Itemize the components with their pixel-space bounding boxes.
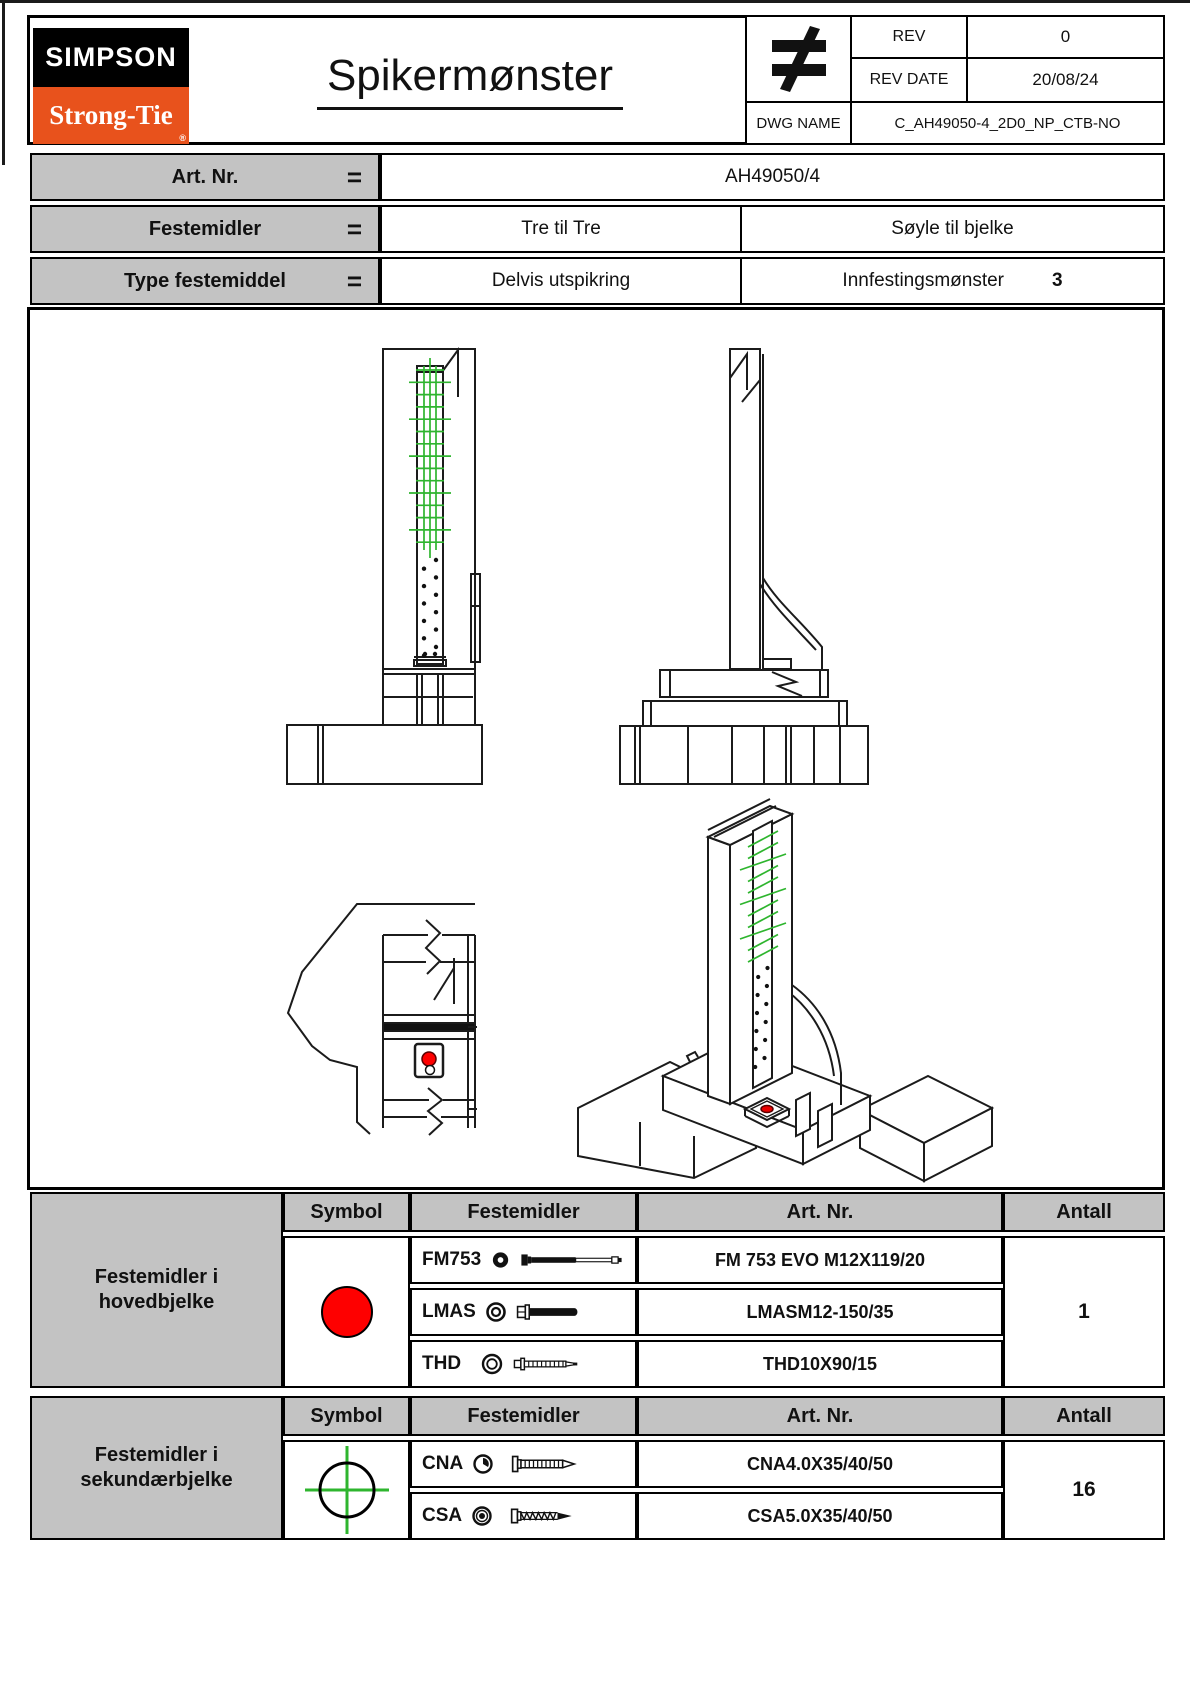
table1-header-symbol-text: Symbol [310, 1200, 383, 1223]
front-nail-pattern-green [409, 358, 451, 558]
info-value-type-1 [380, 257, 742, 305]
isometric-view-drawing [578, 799, 992, 1181]
table2-header-festemidler-text: Festemidler [467, 1404, 580, 1427]
csa-screw-drawing [510, 1503, 610, 1529]
sheet-title-text: Spikermønster [317, 51, 623, 110]
cna-artnr-text: CNA4.0X35/40/50 [746, 1453, 894, 1474]
table2-header-artnr-text: Art. Nr. [786, 1404, 854, 1427]
cna-label: CNA [422, 1453, 464, 1474]
innfestingsmonster-number: 3 [1052, 270, 1063, 291]
table1-header-antall [1003, 1192, 1165, 1232]
projection-symbol-cell [745, 15, 852, 103]
table2-row-label [30, 1396, 283, 1540]
festemidler-value-2-text: Søyle til bjelke [891, 218, 1014, 239]
table1-antall-cell [1003, 1236, 1165, 1388]
csa-symbol-icon [471, 1505, 493, 1527]
table1-symbol-cell [283, 1236, 410, 1388]
equals-sign: = [346, 161, 362, 192]
cna-nail-drawing [511, 1451, 611, 1477]
dwg-name-value-cell [850, 101, 1165, 145]
lmas-artnr-text: LMASM12-150/35 [746, 1301, 894, 1322]
table2-antall-cell [1003, 1440, 1165, 1540]
rev-value: 0 [1060, 27, 1071, 46]
front-view-drawing [287, 349, 482, 784]
table1-fastener-thd [410, 1340, 637, 1388]
table1-artnr-thd [637, 1340, 1003, 1388]
table1-artnr-lmas [637, 1288, 1003, 1336]
table2-row-label-text: Festemidler i sekundærbjelke [80, 1444, 233, 1491]
rev-label: REV [892, 28, 926, 45]
info-label-type-text: Type festemiddel [124, 269, 286, 292]
table2-header-festemidler [410, 1396, 637, 1436]
drawing-area [27, 307, 1165, 1190]
table1-header-artnr [637, 1192, 1003, 1232]
logo-simpson [33, 28, 189, 87]
table2-header-artnr [637, 1396, 1003, 1436]
section-detail-drawing [288, 904, 477, 1135]
info-value-festemidler-1 [380, 205, 742, 253]
info-label-artnr-text: Art. Nr. [171, 165, 239, 188]
rev-label-cell [850, 15, 968, 59]
registered-mark: ® [179, 133, 186, 143]
green-crosshair-symbol [292, 1442, 402, 1538]
type-value-2-text: Innfestingsmønster [842, 270, 1004, 291]
table2-artnr-cna [637, 1440, 1003, 1488]
festemidler-value-1-text: Tre til Tre [521, 218, 601, 239]
fm753-label: FM753 [422, 1249, 482, 1270]
info-label-festemidler [30, 205, 380, 253]
table1-fastener-lmas [410, 1288, 637, 1336]
rev-date-label-cell [850, 57, 968, 103]
table2-header-antall-text: Antall [1056, 1404, 1112, 1427]
table2-header-symbol-text: Symbol [310, 1404, 383, 1427]
dwg-name-label: DWG NAME [756, 114, 841, 132]
rev-date-value-cell [966, 57, 1165, 103]
dwg-name-label-cell [745, 101, 852, 145]
logo-strongtie-text: Strong-Tie [49, 100, 173, 130]
fm753-symbol-icon [490, 1249, 511, 1271]
table2-symbol-cell [283, 1440, 410, 1540]
lmas-bolt-drawing [516, 1299, 621, 1325]
table2-antall-value: 16 [1072, 1478, 1096, 1501]
csa-artnr-text: CSA5.0X35/40/50 [747, 1505, 893, 1526]
info-label-type [30, 257, 380, 305]
thd-symbol-icon [480, 1352, 504, 1376]
table2-fastener-csa [410, 1492, 637, 1540]
projection-not-equal-icon [762, 26, 836, 92]
table1-header-artnr-text: Art. Nr. [786, 1200, 854, 1223]
equals-sign: = [346, 213, 362, 244]
logo-simpson-text: SIMPSON [45, 42, 177, 72]
fm753-bolt-drawing [520, 1247, 635, 1273]
info-label-festemidler-text: Festemidler [148, 217, 262, 240]
scan-edge-left [2, 0, 5, 165]
lmas-label: LMAS [422, 1301, 476, 1322]
table1-row-label [30, 1192, 283, 1388]
table1-artnr-fm753 [637, 1236, 1003, 1284]
dwg-name-value: C_AH49050-4_2D0_NP_CTB-NO [894, 114, 1121, 132]
table1-header-festemidler-text: Festemidler [467, 1200, 580, 1223]
table1-antall-value: 1 [1078, 1300, 1090, 1323]
type-value-1-text: Delvis utspikring [491, 270, 631, 291]
cna-symbol-icon [472, 1453, 494, 1475]
table2-artnr-csa [637, 1492, 1003, 1540]
rev-date-value: 20/08/24 [1032, 70, 1099, 89]
rev-date-label: REV DATE [869, 71, 949, 88]
table1-row-label-text: Festemidler i hovedbjelke [94, 1266, 219, 1313]
info-value-festemidler-2 [740, 205, 1165, 253]
info-value-type-2 [740, 257, 1165, 305]
scan-edge-top [0, 0, 1190, 3]
table1-fastener-fm753 [410, 1236, 637, 1284]
csa-label: CSA [422, 1505, 463, 1526]
table1-header-antall-text: Antall [1056, 1200, 1112, 1223]
artnr-value-text: AH49050/4 [724, 166, 821, 187]
iso-bolt-red-marker [761, 1106, 773, 1113]
table1-header-festemidler [410, 1192, 637, 1232]
rev-value-cell [966, 15, 1165, 59]
lmas-symbol-icon [485, 1301, 507, 1323]
table1-header-symbol [283, 1192, 410, 1232]
technical-drawing-views [30, 310, 1162, 1187]
thd-label: THD [422, 1353, 462, 1374]
detail-bolt-symbol [422, 1052, 436, 1075]
thd-artnr-text: THD10X90/15 [762, 1353, 878, 1374]
table2-header-symbol [283, 1396, 410, 1436]
thd-screw-drawing [513, 1351, 613, 1377]
table2-fastener-cna [410, 1440, 637, 1488]
front-plate-holes [422, 558, 438, 658]
info-label-artnr [30, 153, 380, 201]
table2-header-antall [1003, 1396, 1165, 1436]
side-view-drawing [620, 349, 868, 784]
fm753-artnr-text: FM 753 EVO M12X119/20 [714, 1249, 926, 1270]
equals-sign: = [346, 265, 362, 296]
sheet-title [195, 15, 745, 145]
info-value-artnr [380, 153, 1165, 201]
red-dot-symbol [321, 1286, 373, 1338]
logo-strongtie [33, 87, 189, 144]
